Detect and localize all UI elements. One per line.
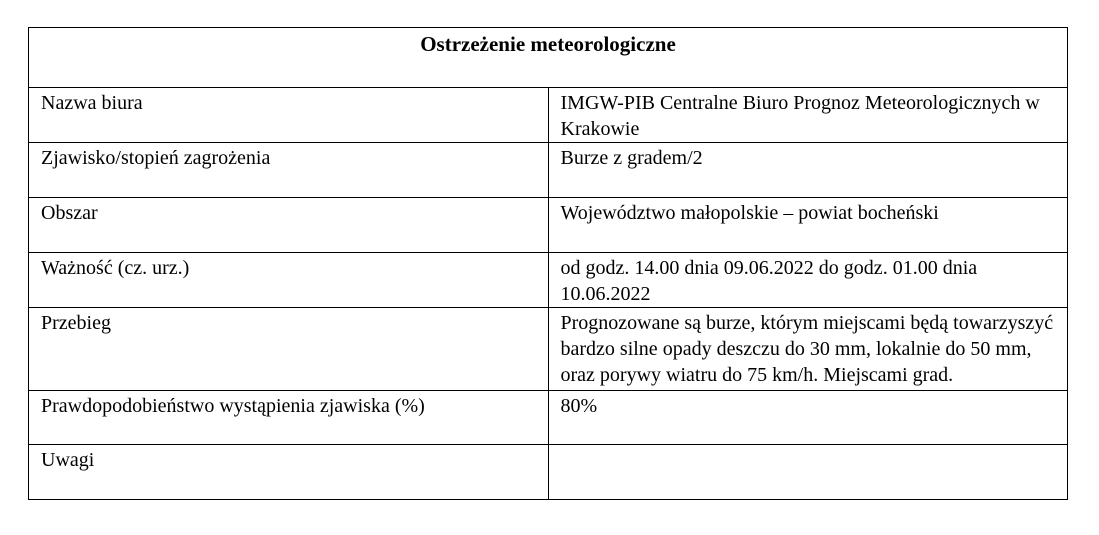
table-row [29, 391, 1068, 445]
row-label-remarks: Uwagi [29, 445, 549, 500]
table-row [29, 88, 1068, 143]
row-label-validity: Ważność (cz. urz.) [29, 253, 549, 308]
title-row [29, 28, 1068, 88]
row-value-area: Województwo małopolskie – powiat bocheński [548, 198, 1068, 253]
row-value-phenomenon: Burze z gradem/2 [548, 143, 1068, 198]
row-value-probability: 80% [548, 391, 1068, 445]
row-value-validity: od godz. 14.00 dnia 09.06.2022 do godz. 01.00 dnia 10.06.2022 [548, 253, 1068, 308]
row-label-probability: Prawdopodobieństwo wystąpienia zjawiska (%) [29, 391, 549, 445]
table-row [29, 198, 1068, 253]
table-row [29, 143, 1068, 198]
row-label-phenomenon: Zjawisko/stopień zagrożenia [29, 143, 549, 198]
table-row [29, 445, 1068, 500]
row-value-remarks [548, 445, 1068, 500]
row-value-course: Prognozowane są burze, którym miejscami będą towarzyszyć bardzo silne opady deszczu do 30 mm, lokalnie do 50 mm, oraz porywy wiatru do 75 km/h. Miejscami grad. [548, 308, 1068, 391]
table-row [29, 308, 1068, 391]
document-title: Ostrzeżenie meteorologiczne [29, 28, 1068, 88]
row-label-area: Obszar [29, 198, 549, 253]
row-value-office: IMGW-PIB Centralne Biuro Prognoz Meteorologicznych w Krakowie [548, 88, 1068, 143]
warning-table [28, 27, 1068, 500]
row-label-office: Nazwa biura [29, 88, 549, 143]
table-row [29, 253, 1068, 308]
row-label-course: Przebieg [29, 308, 549, 391]
